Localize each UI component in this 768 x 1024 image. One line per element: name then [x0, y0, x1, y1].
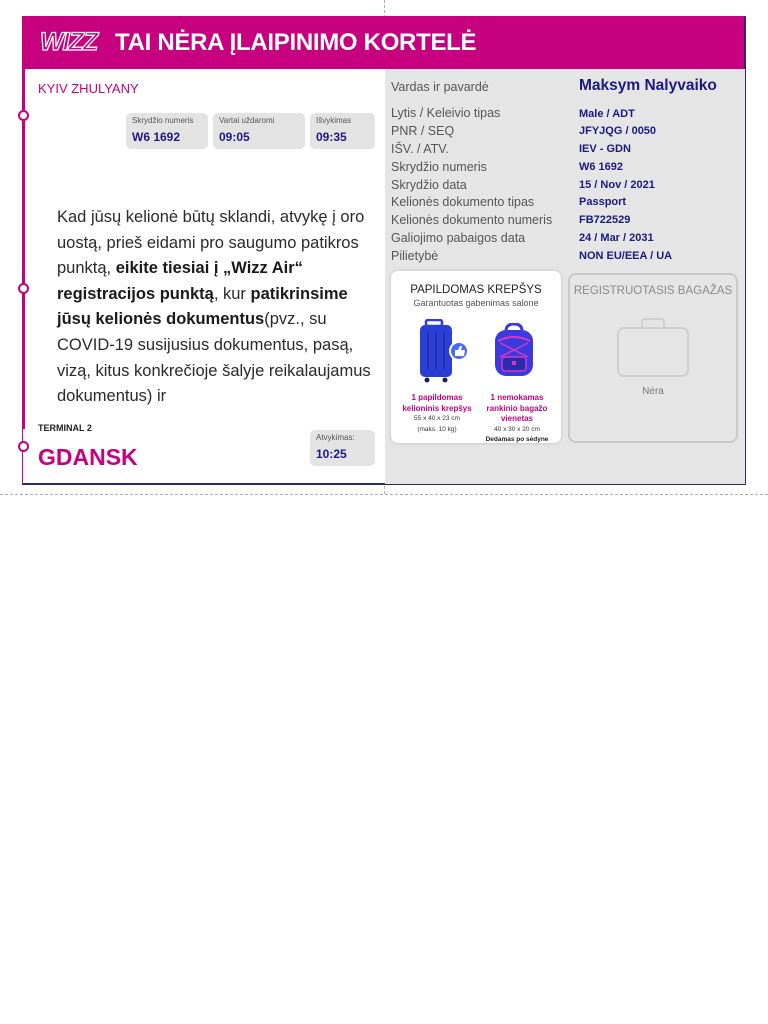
- thumbs-up-icon: [450, 342, 468, 360]
- detail-label: Kelionės dokumento tipas: [391, 195, 535, 209]
- cabin-bag-subtitle: Garantuotas gabenimas salone: [413, 298, 539, 308]
- detail-value: 24 / Mar / 2031: [579, 232, 654, 244]
- fold-line-horizontal: [0, 494, 768, 495]
- detail-value: FB722529: [579, 214, 631, 226]
- detail-value: IEV - GDN: [579, 143, 631, 155]
- page-title: TAI NĖRA ĮLAIPINIMO KORTELĖ: [115, 29, 477, 56]
- departure-time-value: 09:35: [316, 130, 347, 144]
- terminal-label: TERMINAL 2: [38, 423, 92, 433]
- departure-time-label: Išvykimas: [316, 116, 352, 125]
- flight-number-label: Skrydžio numeris: [132, 116, 194, 125]
- timeline-dot-arrival: [18, 441, 29, 452]
- checked-bag-title: REGISTRUOTASIS BAGAŽAS: [573, 285, 733, 297]
- arrival-airport: GDANSK: [38, 444, 138, 470]
- check-in-instructions: Kad jūsų kelionė būtų sklandi, atvykę į oro uostą, prieš eidami pro saugumo patikros punktą, eikite tiesiai į „Wizz Air“ registracijos punktą, kur patikrinsime jūsų kelionės dokumentus(pvz., su COVID-19 susijusius dokumentus, pasą, vizą, kitus konkrečioje šalyje reikalaujamus dokumentus) ir: [57, 208, 371, 406]
- cabin-bag-title: PAPILDOMAS KREPŠYS: [410, 284, 542, 296]
- flight-number-value: W6 1692: [132, 130, 181, 144]
- detail-label: Galiojimo pabaigos data: [391, 231, 526, 245]
- arrival-time-value: 10:25: [316, 447, 347, 461]
- header-bar: [23, 17, 744, 69]
- detail-label: Kelionės dokumento numeris: [391, 213, 553, 227]
- detail-value: W6 1692: [579, 161, 624, 173]
- detail-value: JFYJQG / 0050: [579, 125, 657, 137]
- wizz-logo: [38, 25, 106, 57]
- timeline-dot-middle: [18, 283, 29, 294]
- gate-close-box: [213, 113, 305, 149]
- passenger-name: Maksym Nalyvaiko: [579, 77, 717, 94]
- detail-value: NON EU/EEA / UA: [579, 250, 673, 262]
- flight-number-box: [126, 113, 208, 149]
- svg-text:WIZZ: WIZZ: [40, 28, 98, 56]
- extra-bag-text: 1 papildomas kelioninis krepšys: [402, 393, 472, 413]
- free-bag-text: 1 nemokamas rankinio bagažo vienetas: [486, 393, 548, 423]
- detail-label: IŠV. / ATV.: [391, 142, 449, 156]
- travel-document-card: [22, 16, 746, 485]
- departure-airport: KYIV ZHULYANY: [38, 81, 139, 96]
- detail-label: Skrydžio data: [391, 178, 467, 192]
- suitcase-icon: [616, 317, 690, 379]
- detail-label: Pilietybė: [391, 249, 439, 263]
- gate-close-value: 09:05: [219, 130, 250, 144]
- cabin-bag-card: [391, 271, 561, 443]
- extra-bag-size: 55 x 40 x 23 cm: [414, 415, 460, 422]
- free-bag-size: 40 x 30 x 20 cm: [494, 426, 540, 433]
- name-label: Vardas ir pavardė: [391, 80, 489, 94]
- gate-close-label: Vartai uždaromi: [219, 116, 275, 125]
- trolley-bag-icon: [417, 319, 473, 383]
- checked-bag-status: Nėra: [642, 386, 664, 397]
- timeline-dot-departure: [18, 110, 29, 121]
- backpack-icon: [492, 323, 536, 379]
- free-bag-note: Dedamas po sėdyne: [485, 436, 549, 443]
- detail-value: Passport: [579, 196, 627, 208]
- detail-label: Skrydžio numeris: [391, 160, 487, 174]
- extra-bag-weight: (maks. 10 kg): [417, 426, 457, 433]
- checked-bag-card: [568, 273, 738, 443]
- arrival-time-box: [310, 430, 375, 466]
- arrival-time-label: Atvykimas:: [316, 433, 355, 442]
- detail-label: Lytis / Keleivio tipas: [391, 106, 501, 120]
- detail-value: Male / ADT: [579, 108, 635, 120]
- route-timeline: [23, 69, 25, 429]
- detail-value: 15 / Nov / 2021: [579, 179, 655, 191]
- departure-time-box: [310, 113, 375, 149]
- detail-label: PNR / SEQ: [391, 124, 455, 138]
